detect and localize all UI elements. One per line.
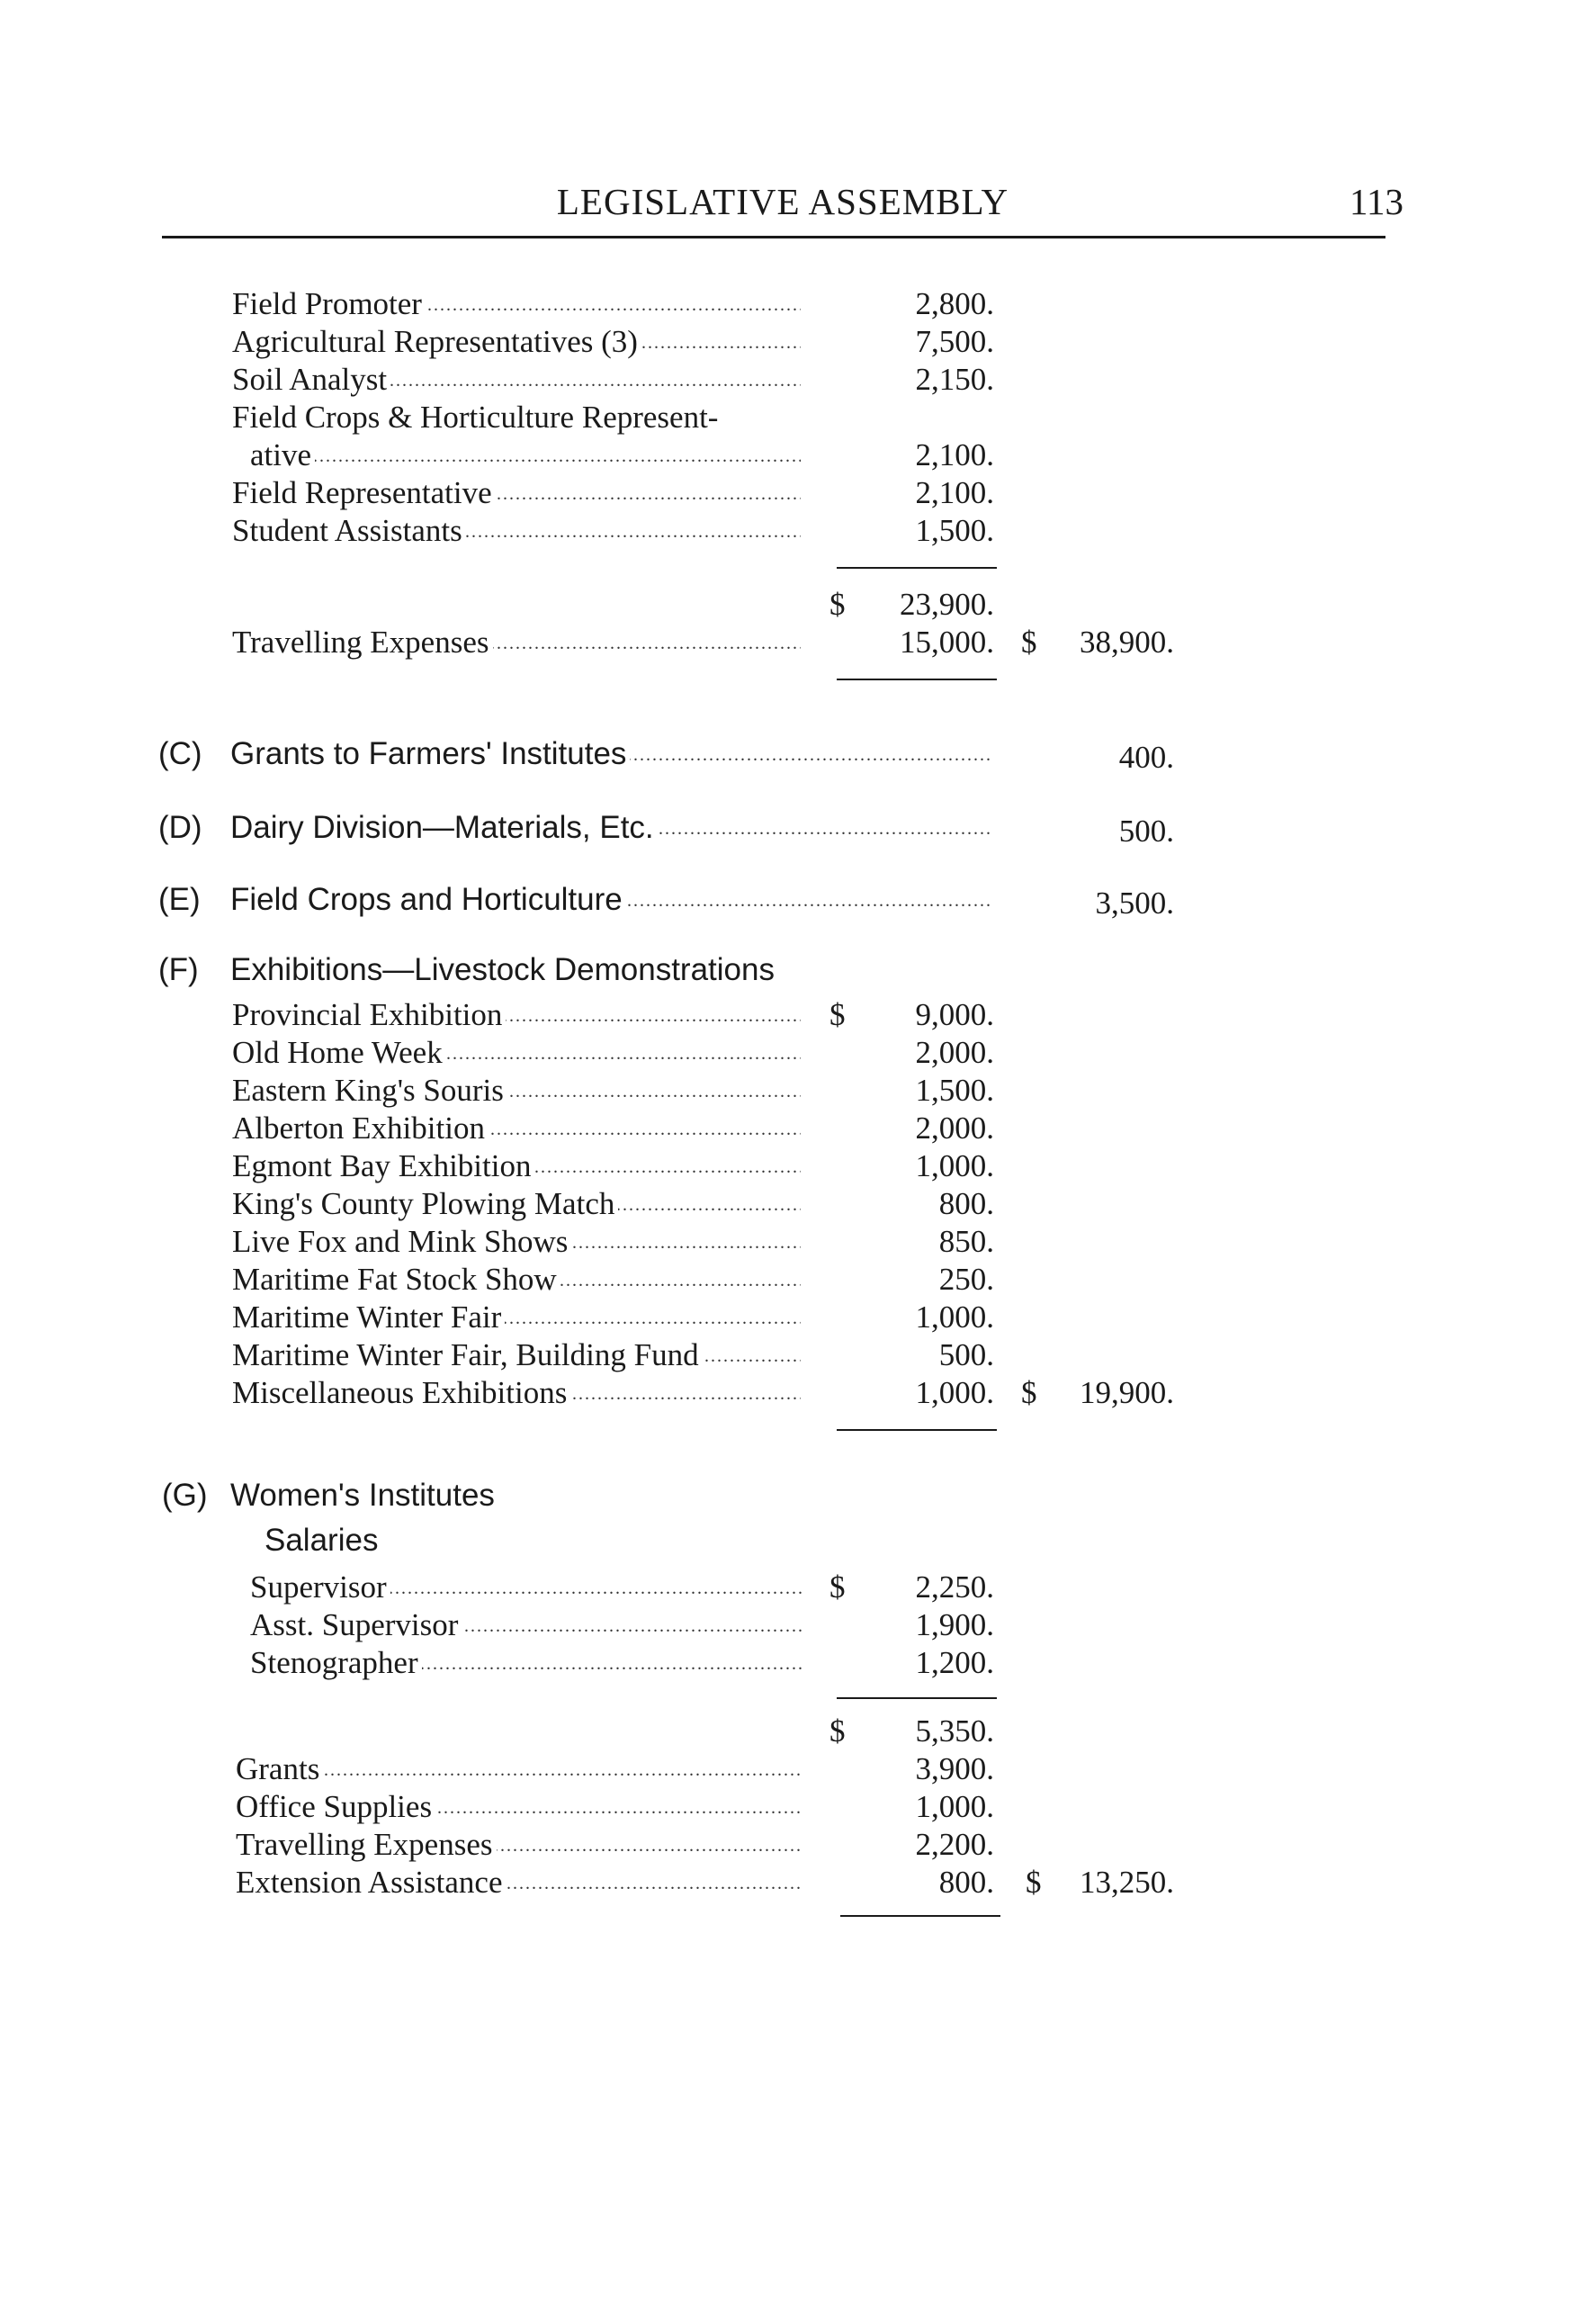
subtotal-rule [837,1697,997,1699]
currency-sign: $ [829,1713,846,1749]
total-amount: 19,900. [1080,1375,1174,1410]
section-letter: (D) [158,810,202,845]
line-item-amount: 1,000. [915,1299,994,1335]
line-item-amount: 3,900. [915,1751,994,1786]
currency-sign: $ [1026,1865,1042,1900]
line-item-label: Travelling Expenses ..... [232,625,801,661]
total-rule [837,1429,997,1431]
line-item-label: Egmont Bay Exhibition ..... [232,1148,801,1184]
section-title: Dairy Division—Materials, Etc. ..... [230,810,990,846]
line-item-amount: 2,100. [915,437,994,472]
line-item-amount: 1,500. [915,1073,994,1108]
subtotal-rule [837,567,997,569]
subtotal-amount: 23,900. [900,587,994,622]
line-item-label: Maritime Winter Fair ..... [232,1299,801,1335]
line-item-label: Live Fox and Mink Shows ..... [232,1224,801,1260]
section-subheading: Salaries [265,1523,379,1558]
line-item-label: Travelling Expenses ..... [236,1827,802,1863]
line-item-amount: 15,000. [900,625,994,660]
line-item-amount: 850. [938,1224,994,1259]
section-letter: (G) [162,1478,208,1513]
line-item-label: Eastern King's Souris ..... [232,1073,801,1109]
line-item-amount: 250. [938,1262,994,1297]
total-amount: 38,900. [1080,625,1174,660]
section-amount: 400. [1118,740,1174,775]
line-item-label: Grants ..... [236,1751,802,1787]
page-title: LEGISLATIVE ASSEMBLY [556,181,1009,222]
line-item-amount: 500. [938,1337,994,1372]
line-item-amount: 1,000. [915,1789,994,1824]
currency-sign: $ [829,997,846,1032]
subtotal-amount: 5,350. [915,1713,994,1749]
currency-sign: $ [829,587,846,622]
header-rule [162,236,1385,238]
line-item-label: Asst. Supervisor ..... [250,1607,802,1643]
page-number: 113 [1349,181,1403,222]
section-letter: (F) [158,952,199,987]
currency-sign: $ [829,1569,846,1605]
line-item-label: ative ..... [250,437,801,473]
line-item-amount: 1,000. [915,1148,994,1183]
line-item-label: Maritime Winter Fair, Building Fund ..... [232,1337,801,1373]
line-item-amount: 2,150. [915,362,994,397]
line-item-amount: 2,000. [915,1035,994,1070]
line-item-amount: 1,000. [915,1375,994,1410]
line-item-amount: 1,200. [915,1645,994,1680]
line-item-label: Supervisor ..... [250,1569,802,1605]
total-rule [840,1915,1000,1917]
line-item-label: Student Assistants ..... [232,513,801,549]
section-title: Exhibitions—Livestock Demonstrations [230,952,775,987]
line-item-amount: 1,500. [915,513,994,548]
line-item-label: Provincial Exhibition ..... [232,997,801,1033]
currency-sign: $ [1021,1375,1037,1410]
line-item-label: Agricultural Representatives (3) ..... [232,324,801,360]
line-item-label: Alberton Exhibition ..... [232,1111,801,1147]
line-item-label: Old Home Week ..... [232,1035,801,1071]
line-item-label: Extension Assistance ..... [236,1865,802,1901]
line-item-label: Field Representative ..... [232,475,801,511]
line-item-amount: 2,100. [915,475,994,510]
line-item-amount: 9,000. [915,997,994,1032]
line-item-label: King's County Plowing Match ..... [232,1186,801,1222]
line-item-label: Soil Analyst ..... [232,362,801,398]
section-letter: (C) [158,736,202,771]
line-item-amount: 7,500. [915,324,994,359]
line-item-label: Stenographer ..... [250,1645,802,1681]
line-item-amount: 2,200. [915,1827,994,1862]
section-amount: 3,500. [1095,886,1174,921]
line-item-amount: 1,900. [915,1607,994,1642]
section-title: Field Crops and Horticulture ..... [230,882,990,918]
section-letter: (E) [158,882,201,917]
total-amount: 13,250. [1080,1865,1174,1900]
line-item-label: Office Supplies ..... [236,1789,802,1825]
line-item-label: Field Promoter ..... [232,286,801,322]
line-item-label: Maritime Fat Stock Show ..... [232,1262,801,1298]
line-item-amount: 800. [938,1865,994,1900]
section-title: Grants to Farmers' Institutes ..... [230,736,990,772]
section-title: Women's Institutes [230,1478,495,1513]
line-item-amount: 800. [938,1186,994,1221]
line-item-amount: 2,800. [915,286,994,321]
line-item-amount: 2,000. [915,1111,994,1146]
line-item-label: Field Crops & Horticulture Represent- [232,400,801,436]
line-item-amount: 2,250. [915,1569,994,1605]
line-item-label: Miscellaneous Exhibitions ..... [232,1375,801,1411]
section-amount: 500. [1118,814,1174,849]
currency-sign: $ [1021,625,1037,660]
total-rule [837,679,997,680]
